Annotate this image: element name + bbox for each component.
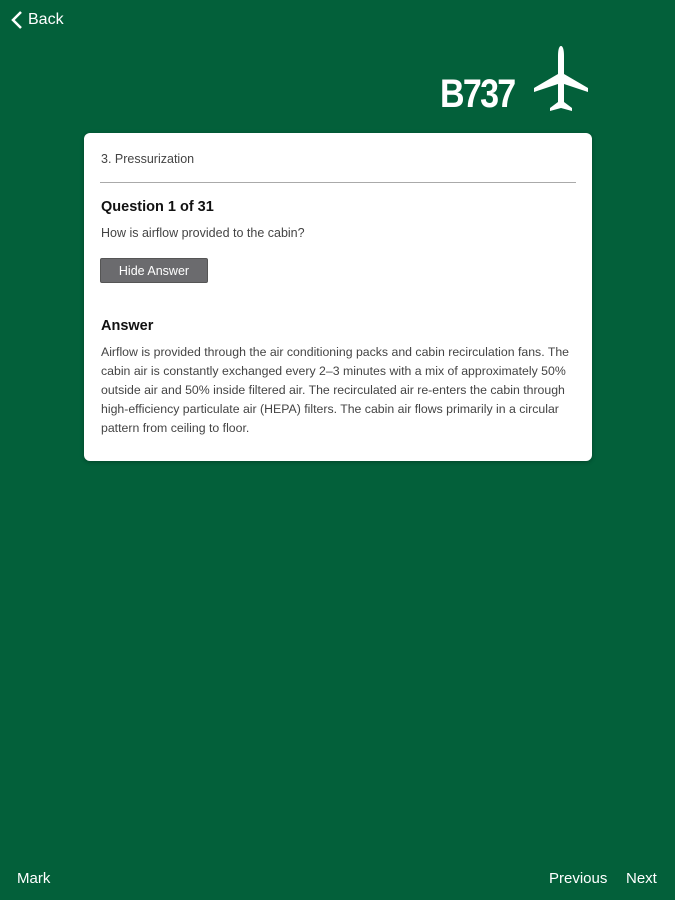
airplane-icon: [532, 44, 590, 116]
next-button[interactable]: Next: [626, 870, 657, 887]
answer-title: Answer: [101, 318, 154, 334]
logo-text: B737: [440, 72, 515, 116]
previous-button[interactable]: Previous: [549, 870, 608, 887]
mark-button[interactable]: Mark: [17, 870, 51, 887]
back-label: Back: [28, 11, 64, 28]
chevron-left-icon: [10, 10, 24, 30]
hide-answer-button[interactable]: Hide Answer: [100, 258, 208, 283]
back-button[interactable]: [10, 10, 64, 30]
divider: [100, 182, 576, 183]
question-title: Question 1 of 31: [101, 199, 214, 215]
b737-logo: [440, 44, 590, 116]
question-text: How is airflow provided to the cabin?: [101, 226, 305, 240]
section-title: 3. Pressurization: [101, 152, 195, 166]
answer-text: Airflow is provided through the air conditioning packs and cabin recirculation fans. The cabin air is constantly exchanged every 2–3 minutes with a mix of approximately 50% outside air and 50% inside filtered air. The recirculated air re-enters the cabin through high-efficiency particulate air (HEPA) filters. The cabin air flows primarily in a circular pattern from ceiling to floor.: [101, 345, 570, 435]
flashcard: [84, 133, 592, 461]
